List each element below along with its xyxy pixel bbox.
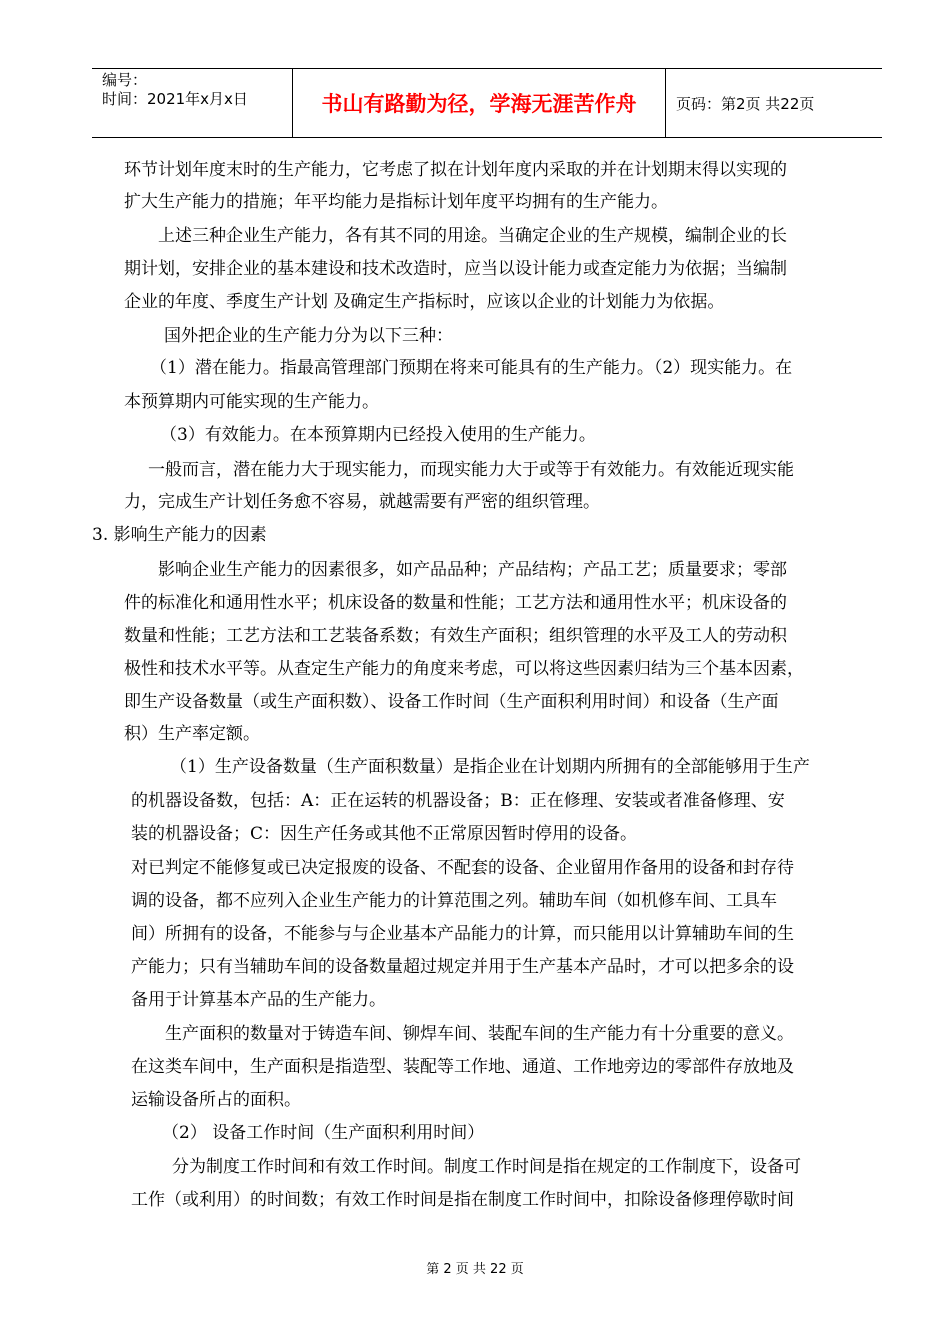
text-line: 件的标准化和通用性水平；机床设备的数量和性能；工艺方法和通用性水平；机床设备的 <box>124 593 787 613</box>
page-footer: 第 2 页 共 22 页 <box>426 1262 524 1277</box>
text-line: 间）所拥有的设备，不能参与与企业基本产品能力的计算，而只能用以计算辅助车间的生 <box>131 924 794 944</box>
text-line: 生产面积的数量对于铸造车间、铆焊车间、装配车间的生产能力有十分重要的意义。 <box>165 1024 794 1044</box>
text-line: 极性和技术水平等。从查定生产能力的角度来考虑，可以将这些因素归结为三个基本因素， <box>124 659 804 679</box>
section-heading: 3. 影响生产能力的因素 <box>92 525 267 545</box>
text-line: 数量和性能；工艺方法和工艺装备系数；有效生产面积；组织管理的水平及工人的劳动积 <box>124 626 787 646</box>
time-label: 时间：2021年x月x日 <box>102 90 248 108</box>
text-line: 备用于计算基本产品的生产能力。 <box>131 990 386 1010</box>
text-line: 的机器设备数，包括：A：正在运转的机器设备；B：正在修理、安装或者准备修理、安 <box>131 791 785 811</box>
text-line: 影响企业生产能力的因素很多，如产品品种；产品结构；产品工艺；质量要求；零部 <box>158 560 787 580</box>
text-line: 期计划，安排企业的基本建设和技术改造时，应当以设计能力或查定能力为依据；当编制 <box>124 259 787 279</box>
text-line: 装的机器设备；C：因生产任务或其他不正常原因暂时停用的设备。 <box>131 824 638 844</box>
text-line: 在这类车间中，生产面积是指造型、装配等工作地、通道、工作地旁边的零部件存放地及 <box>131 1057 794 1077</box>
text-line: 环节计划年度末时的生产能力，它考虑了拟在计划年度内采取的并在计划期末得以实现的 <box>124 160 787 180</box>
header-page-cell <box>666 69 882 137</box>
page-label: 页码：第2页 共22页 <box>676 94 815 113</box>
text-line: 工作（或利用）的时间数；有效工作时间是指在制度工作时间中，扣除设备修理停歇时间 <box>131 1190 794 1210</box>
text-line: 运输设备所占的面积。 <box>131 1090 301 1110</box>
text-line: 一般而言，潜在能力大于现实能力，而现实能力大于或等于有效能力。有效能近现实能 <box>148 460 794 480</box>
text-line: （1）潜在能力。指最高管理部门预期在将来可能具有的生产能力。（2）现实能力。在 <box>150 358 793 378</box>
text-line: （2） 设备工作时间（生产面积利用时间） <box>162 1123 485 1143</box>
text-line: 扩大生产能力的措施；年平均能力是指标计划年度平均拥有的生产能力。 <box>124 192 668 212</box>
text-line: 即生产设备数量（或生产面积数）、设备工作时间（生产面积利用时间）和设备（生产面 <box>124 692 779 712</box>
text-line: 对已判定不能修复或已决定报废的设备、不配套的设备、企业留用作备用的设备和封存待 <box>131 858 794 878</box>
text-line: 企业的年度、季度生产计划 及确定生产指标时，应该以企业的计划能力为依据。 <box>124 292 725 312</box>
text-line: 上述三种企业生产能力，各有其不同的用途。当确定企业的生产规模，编制企业的长 <box>158 226 787 246</box>
text-line: 产能力；只有当辅助车间的设备数量超过规定并用于生产基本产品时，才可以把多余的设 <box>131 957 794 977</box>
text-line: 本预算期内可能实现的生产能力。 <box>124 392 379 412</box>
text-line: （3）有效能力。在本预算期内已经投入使用的生产能力。 <box>160 425 596 445</box>
text-line: 国外把企业的生产能力分为以下三种： <box>164 326 453 346</box>
text-line: 分为制度工作时间和有效工作时间。制度工作时间是指在规定的工作制度下，设备可 <box>172 1157 801 1177</box>
text-line: 调的设备，都不应列入企业生产能力的计算范围之列。辅助车间（如机修车间、工具车 <box>131 891 777 911</box>
header-meta-cell <box>92 69 293 137</box>
page-header <box>92 68 882 138</box>
header-motto-cell <box>293 69 666 137</box>
text-line: 积）生产率定额。 <box>124 724 260 744</box>
text-line: （1）生产设备数量（生产面积数量）是指企业在计划期内所拥有的全部能够用于生产 <box>170 757 810 777</box>
number-label: 编号： <box>102 71 148 89</box>
motto-text: 书山有路勤为径，学海无涯苦作舟 <box>321 92 637 116</box>
text-line: 力，完成生产计划任务愈不容易，就越需要有严密的组织管理。 <box>124 492 600 512</box>
